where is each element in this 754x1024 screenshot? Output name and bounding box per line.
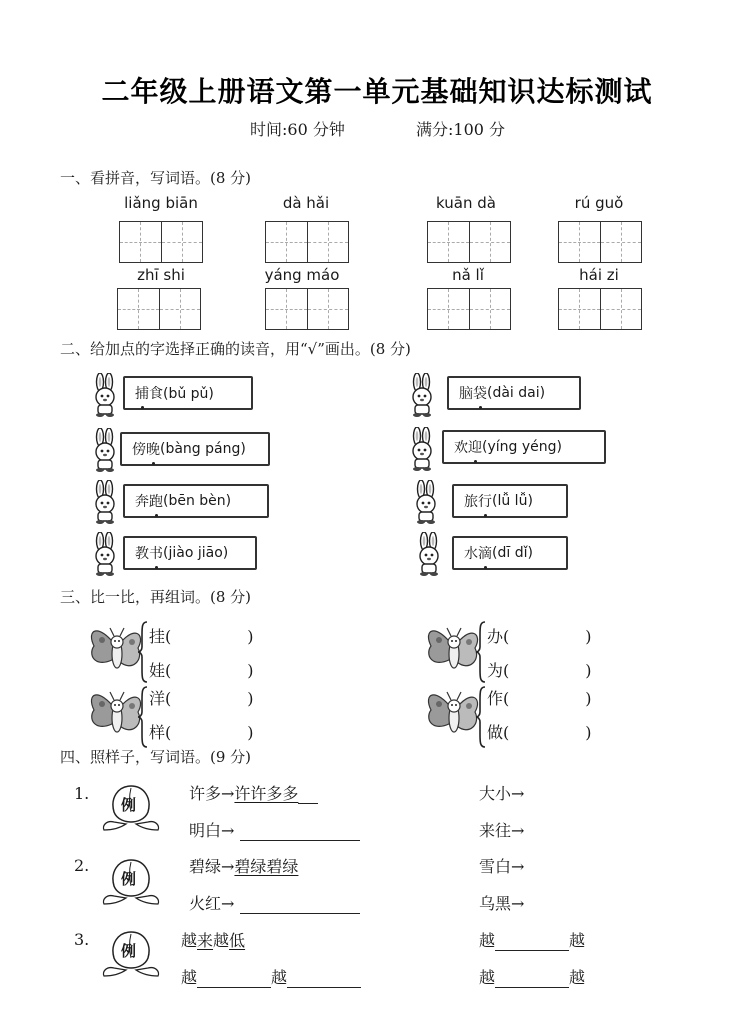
word-prompt: 雪白→ — [479, 857, 525, 876]
bunny-icon — [409, 480, 443, 524]
reading-char: 水 — [464, 546, 478, 562]
question-number: 1. — [74, 784, 90, 803]
reading-text: (jiào jiāo) — [163, 545, 229, 561]
section-4-heading: 四、照样子，写词语。(9 分) — [60, 748, 252, 766]
dotted-char: 晚 — [146, 439, 160, 459]
dotted-char: 袋 — [473, 383, 487, 403]
bracket-icon — [476, 686, 486, 748]
bunny-icon — [88, 532, 122, 576]
reading-char: 奔 — [135, 494, 149, 510]
compare-row[interactable]: 娃( ) — [149, 661, 254, 680]
compare-row[interactable]: 洋( ) — [149, 689, 254, 708]
writing-box-1[interactable] — [119, 221, 203, 263]
reading-text: (lǚ lǚ) — [492, 493, 533, 509]
compare-row[interactable]: 样( ) — [149, 723, 254, 742]
example-label: 例 — [121, 942, 137, 960]
example-line: 碧绿→碧绿碧绿 — [189, 857, 299, 876]
word-prompt: 乌黑→ — [479, 894, 525, 913]
reading-text: (bēn bèn) — [163, 493, 232, 509]
writing-box-6[interactable] — [265, 288, 349, 330]
pinyin-2: dà hǎi — [282, 194, 330, 212]
reading-text: (yíng yéng) — [482, 439, 562, 455]
reading-char: 傍 — [132, 442, 146, 458]
writing-box-4[interactable] — [558, 221, 642, 263]
reading-item-5[interactable] — [123, 484, 269, 518]
question-number: 2. — [74, 856, 90, 875]
dotted-char: 跑 — [149, 491, 163, 511]
bracket-icon — [138, 686, 148, 748]
reading-item-3[interactable] — [120, 432, 270, 466]
bracket-icon — [476, 621, 486, 683]
bunny-icon — [88, 480, 122, 524]
bunny-icon — [88, 428, 122, 472]
bunny-icon — [405, 427, 439, 471]
dotted-char: 迎 — [468, 437, 482, 457]
writing-box-7[interactable] — [427, 288, 511, 330]
bracket-icon — [138, 621, 148, 683]
pinyin-8: hái zi — [579, 266, 619, 284]
reading-item-2[interactable] — [447, 376, 581, 410]
reading-char: 脑 — [459, 386, 473, 402]
yue-blank-row[interactable]: 越 越 — [479, 968, 586, 987]
bunny-icon — [412, 532, 446, 576]
section-1-heading: 一、看拼音，写词语。(8 分) — [60, 169, 252, 187]
compare-row[interactable]: 作( ) — [487, 689, 592, 708]
reading-item-6[interactable] — [452, 484, 568, 518]
reading-text: (dī dǐ) — [492, 545, 533, 561]
writing-box-3[interactable] — [427, 221, 511, 263]
reading-text: (dài dai) — [487, 385, 546, 401]
pinyin-4: rú guǒ — [574, 194, 624, 212]
bunny-icon — [405, 373, 439, 417]
pinyin-3: kuān dà — [436, 194, 496, 212]
reading-item-8[interactable] — [452, 536, 568, 570]
time-limit: 时间:60 分钟 — [250, 120, 345, 139]
example-label: 例 — [121, 796, 137, 814]
reading-char: 教 — [135, 546, 149, 562]
yue-blank-row[interactable]: 越 越 — [479, 931, 586, 950]
compare-row[interactable]: 办( ) — [487, 627, 592, 646]
yue-blank-row[interactable]: 越 越 — [181, 965, 361, 988]
writing-box-2[interactable] — [265, 221, 349, 263]
reading-text: 食(bǔ pǔ) — [149, 386, 214, 402]
bunny-icon — [88, 373, 122, 417]
butterfly-icon — [425, 620, 483, 676]
compare-row[interactable]: 为( ) — [487, 661, 592, 680]
dotted-char: 书 — [149, 543, 163, 563]
question-number: 3. — [74, 930, 90, 949]
reading-char: 欢 — [454, 440, 468, 456]
word-prompt: 大小→ — [479, 784, 525, 803]
butterfly-icon — [425, 684, 483, 740]
pinyin-7: nǎ lǐ — [452, 266, 484, 284]
word-prompt-with-blank[interactable]: 火红→ — [189, 891, 360, 914]
example-label: 例 — [121, 870, 137, 888]
dotted-char: 捕 — [135, 383, 149, 403]
reading-text: (bàng páng) — [160, 441, 246, 457]
full-score: 满分:100 分 — [416, 120, 506, 139]
word-prompt-with-blank[interactable]: 明白→ — [189, 818, 360, 841]
compare-row[interactable]: 挂( ) — [149, 627, 254, 646]
reading-item-1[interactable] — [123, 376, 253, 410]
dotted-char: 行 — [478, 491, 492, 511]
section-3-heading: 三、比一比，再组词。(8 分) — [60, 588, 252, 606]
example-line: 越来越低 — [181, 931, 246, 950]
pinyin-6: yáng máo — [264, 266, 340, 284]
section-2-heading: 二、给加点的字选择正确的读音，用“√”画出。(8 分) — [60, 340, 411, 358]
reading-item-7[interactable] — [123, 536, 257, 570]
pinyin-1: liǎng biān — [124, 194, 198, 212]
reading-char: 旅 — [464, 494, 478, 510]
pinyin-5: zhī shi — [137, 266, 185, 284]
dotted-char: 滴 — [478, 543, 492, 563]
example-line: 许多→许许多多 — [189, 781, 318, 804]
word-prompt: 来往→ — [479, 821, 525, 840]
writing-box-5[interactable] — [117, 288, 201, 330]
compare-row[interactable]: 做( ) — [487, 723, 592, 742]
writing-box-8[interactable] — [558, 288, 642, 330]
reading-item-4[interactable] — [442, 430, 606, 464]
page-title: 二年级上册语文第一单元基础知识达标测试 — [101, 75, 653, 108]
